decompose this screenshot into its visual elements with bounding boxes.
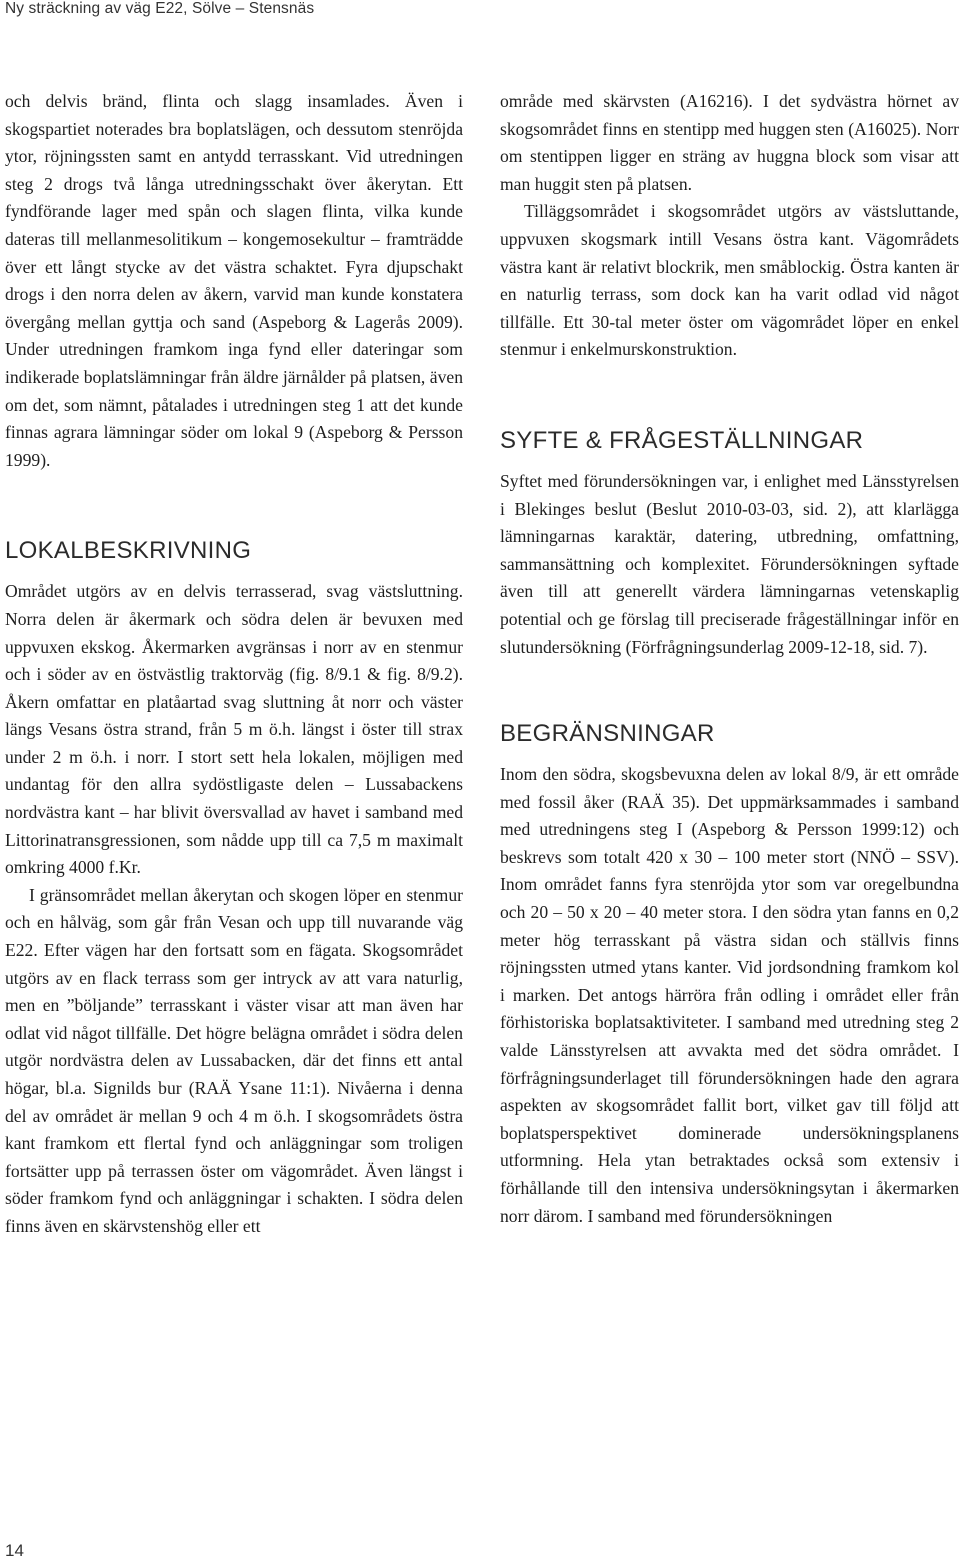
body-paragraph: område med skärvsten (A16216). I det sydvästra hörnet av skogsområdet finns en stentipp med huggen sten (A16025). Norr om stentippen ligger en sträng av huggna block som visar att man huggit sten på platsen. — [500, 91, 959, 194]
body-paragraph: Inom den södra, skogsbevuxna delen av lokal 8/9, är ett område med fossil åker (RAÄ 35). Det uppmärksammades i samband med utredningens steg I (Aspeborg & Persson 1999:12) och beskrevs som totalt 420 x 30 – 100 meter stort (NNÖ – SSV). Inom området fanns fyra stenröjda ytor som var oregelbundna och 20 – 50 x 20 – 40 meter stora. I den södra ytan fanns en 0,2 meter hög terrasskant på västra sidan och ställvis finns röjningssten utmed ytans kanter. Vid jordsondning framkom kol i marken. Det antogs härröra från odling i området eller från förhistoriska boplatsaktiviteter. I samband med utredning steg 2 valde Länsstyrelsen att avvakta med det södra området. I förfrågningsunderlaget till förundersökningen hade den agrara aspekten av skogsområdet fallit bort, vilket gav till följd att boplatsperspektivet dominerade undersökningsplanens utformning. Hela ytan betraktades också som extensiv i förhållande till den intensiva undersökningsytan i åkermarken norr därom. I samband med förundersökningen — [500, 764, 959, 1226]
body-paragraph: och delvis bränd, flinta och slagg insamlades. Även i skogspartiet noterades bra boplatslägen, och dessutom stenröjda ytor, röjningssten samt en antydd terrasskant. Vid utredningen steg 2 drogs två långa utredningsschakt över åkerytan. Ett fyndförande lager med spån och slagen flinta, vilka kunde dateras till mellanmesolitikum – kongemosekultur – framträdde över ett långt stycke av det västra schaktet. Fyra djupschakt drogs i den norra delen av åkern, varvid man kunde konstatera övergång mellan gyttja och sand (Aspeborg & Lagerås 2009). Under utredningen framkom inga fynd eller dateringar som indikerade boplatslämningar från äldre järnålder på platsen, även om det, som nämnt, påtalades i utredningen steg 1 att det kunde finnas agrara lämningar söder om lokal 9 (Aspeborg & Persson 1999). — [5, 91, 463, 470]
section-heading-begransningar: BEGRÄNSNINGAR — [500, 720, 715, 748]
left-column — [5, 0, 463, 1241]
running-head: Ny sträckning av väg E22, Sölve – Stensnäs — [5, 0, 315, 17]
body-paragraph: Området utgörs av en delvis terrasserad, svag västsluttning. Norra delen är åkermark och södra delen är bevuxen med uppvuxen ekskog. Åkermarken avgränsas i norr av en stenmur och i söder av en östvästlig traktorväg (fig. 8/9.1 & fig. 8/9.2). Åkern omfattar en platåartad svag sluttning åt norr och väster längs Vesans östra strand, från 5 m ö.h. längst i öster till strax under 2 m ö.h. i norr. I stort sett hela lokalen, möjligen med undantag för den allra sydöstligaste delen – Lussabackens nordvästra kant – har blivit översvallad av havet i samband med Littorinatransgressionen, som nådde upp till ca 7,5 m maximalt omkring 4000 f.Kr. — [5, 581, 463, 878]
page-number: 14 — [5, 1541, 24, 1560]
right-column — [500, 0, 959, 1230]
section-heading-syfte: SYFTE & FRÅGESTÄLLNINGAR — [500, 426, 864, 454]
body-paragraph: I gränsområdet mellan åkerytan och skogen löper en stenmur och en hålväg, som går från Vesan och upp till nuvarande väg E22. Efter vägen har den fortsatt som en fägata. Skogsområdet utgörs av en flack terrass som ger intryck av att vara naturlig, men en ”böljande” terrasskant i väster visar att man även har odlat vid något tillfälle. Det högre belägna området i södra delen utgör nordvästra delen av Lussabacken, där det finns ett antal högar, bl.a. Signilds bur (RAÄ Ysane 11:1). Nivåerna i denna del av området är mellan 9 och 4 m ö.h. I skogsområdets östra kant framkom ett flertal fynd och anläggningar som troligen fortsätter upp på terrassen öster om vägområdet. Även längst i söder framkom fynd och anläggningar i schakten. I södra delen finns även en skärvstenshög eller ett — [5, 884, 463, 1236]
section-heading-lokalbeskrivning: LOKALBESKRIVNING — [5, 537, 252, 565]
body-paragraph: Tilläggsområdet i skogsområdet utgörs av västsluttande, uppvuxen skogsmark intill Vesans östra kant. Vägområdets västra kant är relativt blockrik, men småblockig. Östra kanten är en naturlig terrass, som dock kan ha varit odlad vid något tillfälle. Ett 30-tal meter öster om vägområdet löper en enkel stenmur i enkelmurskonstruktion. — [500, 201, 959, 360]
body-paragraph: Syftet med förundersökningen var, i enlighet med Länsstyrelsen i Blekinges beslut (Beslut 2010-03-03, sid. 2), att klarlägga lämningarnas karaktär, datering, utbredning, omfattning, sammansättning och komplexitet. Förundersökningen syftade även till att generellt värdera lämningarnas vetenskaplig potential och ge förslag till preciserade frågeställningar inför en slutundersökning (Förfrågningsunderlag 2009-12-18, sid. 7). — [500, 470, 959, 657]
